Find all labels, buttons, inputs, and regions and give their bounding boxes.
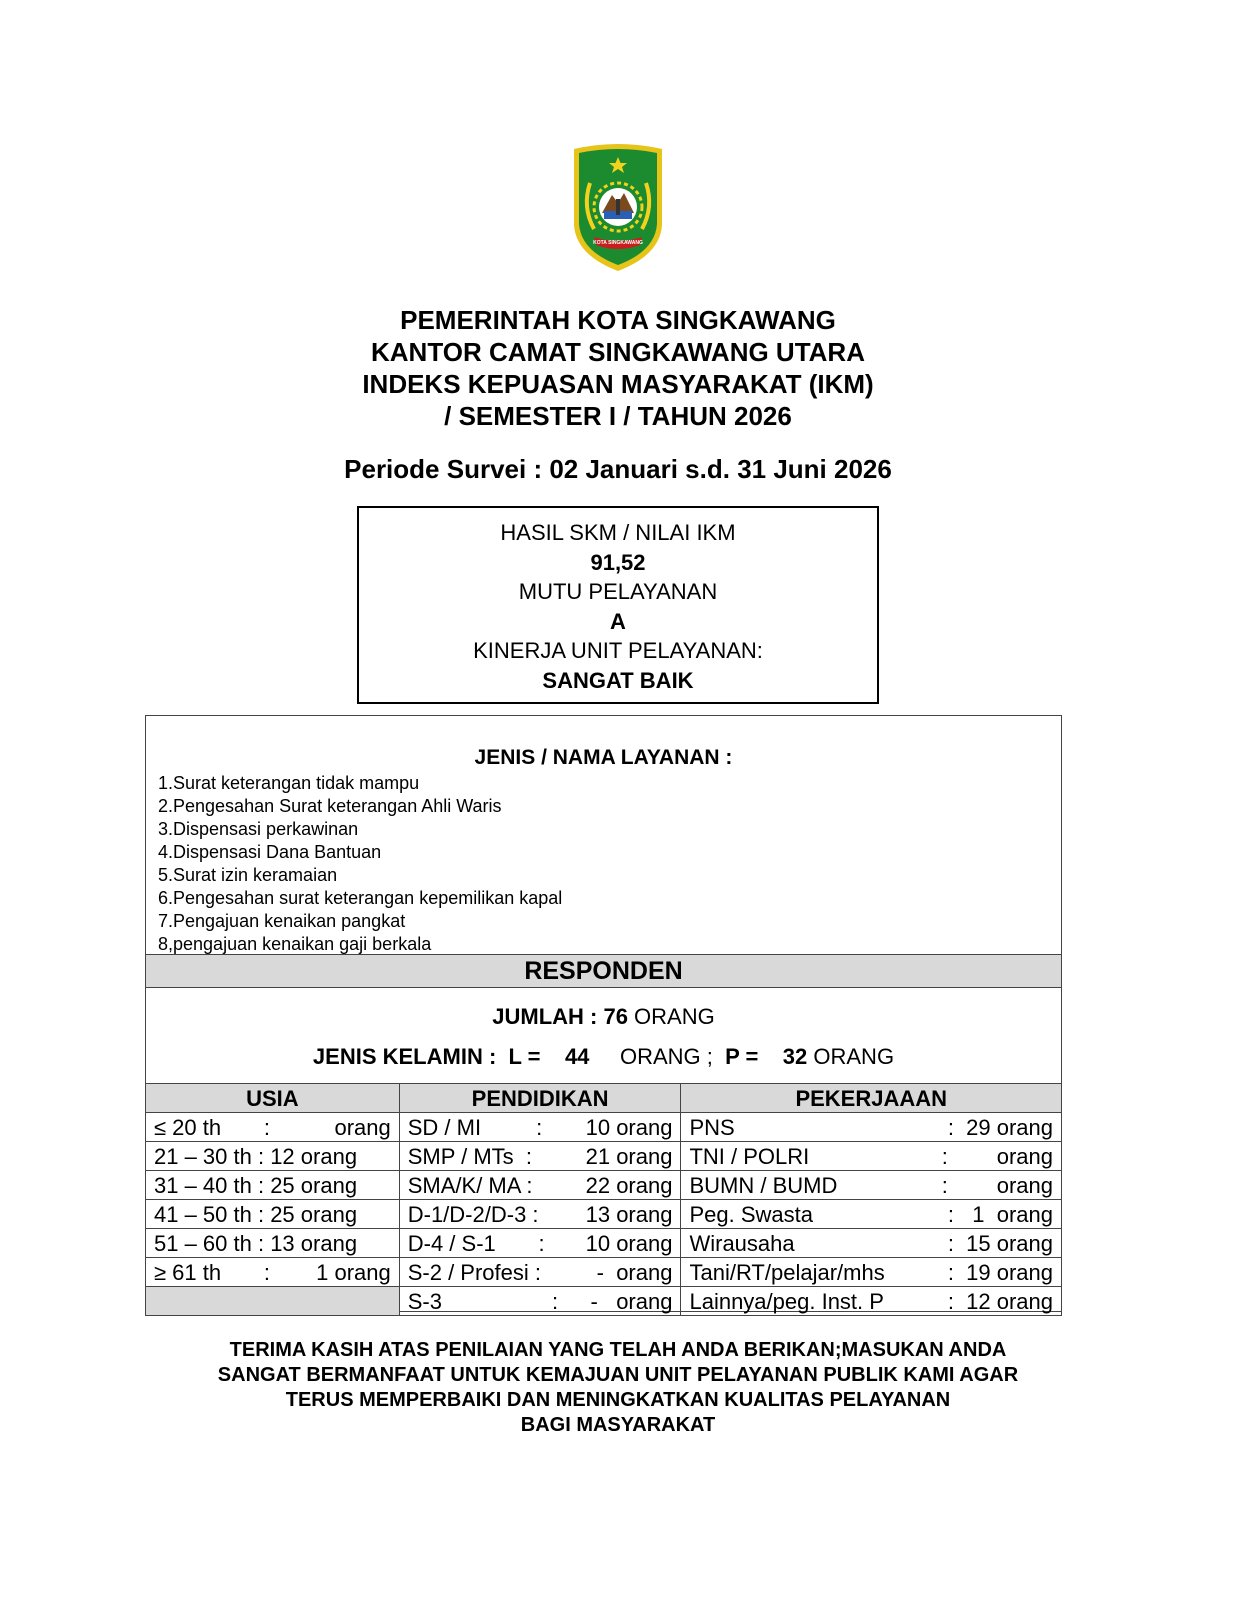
survey-period: Periode Survei : 02 Januari s.d. 31 Juni 2026 <box>344 454 892 484</box>
pend-value: - orang <box>590 1288 673 1314</box>
usia-label: 51 – 60 th : 13 orang <box>154 1230 358 1256</box>
header-pekerjaan: PEKERJAAAN <box>681 1084 1062 1113</box>
usia-label: 31 – 40 th : 25 orang <box>154 1172 358 1198</box>
gender-male: JENIS KELAMIN : L = 44 <box>312 1044 590 1069</box>
usia-label: 21 – 30 th : 12 orang <box>154 1143 358 1169</box>
usia-cell <box>146 1200 400 1229</box>
usia-value: 1 orang <box>316 1259 391 1285</box>
pek-value: : 29 orang <box>947 1114 1053 1140</box>
respondents-total <box>146 1004 1061 1030</box>
total-unit: ORANG <box>627 1004 715 1029</box>
result-label-score: HASIL SKM / NILAI IKM <box>500 520 736 545</box>
service-item: 8,pengajuan kenaikan gaji berkala <box>158 934 432 954</box>
service-item: 1.Surat keterangan tidak mampu <box>158 773 420 793</box>
result-quality-value: A <box>610 608 626 634</box>
pek-label: Lainnya/peg. Inst. P <box>689 1288 884 1314</box>
pek-value: : orang <box>941 1143 1053 1169</box>
service-item: 2.Pengesahan Surat keterangan Ahli Waris <box>158 796 502 816</box>
result-label-performance: KINERJA UNIT PELAYANAN: <box>473 638 763 664</box>
city-emblem-logo <box>570 143 666 273</box>
services-list <box>158 772 562 956</box>
respondents-gender <box>146 1044 1061 1070</box>
services-title: JENIS / NAMA LAYANAN : <box>474 746 733 769</box>
service-item: 6.Pengesahan surat keterangan kepemilikan kapal <box>158 888 563 908</box>
pek-cell <box>681 1171 1062 1200</box>
pend-cell <box>399 1113 681 1142</box>
gender-mid: ORANG ; <box>589 1044 726 1069</box>
pend-label: SD / MI : <box>407 1114 543 1140</box>
gender-unit: ORANG <box>807 1044 895 1069</box>
pend-cell <box>399 1258 681 1287</box>
result-label-quality: MUTU PELAYANAN <box>518 579 718 605</box>
usia-cell <box>146 1171 400 1200</box>
respondents-title: RESPONDEN <box>146 954 1061 988</box>
pend-value: 22 orang <box>585 1172 673 1198</box>
pend-value: 13 orang <box>585 1201 673 1227</box>
pend-label: SMP / MTs : <box>407 1143 533 1169</box>
usia-cell <box>146 1258 400 1287</box>
pend-value: - orang <box>596 1259 673 1285</box>
pend-label: D-1/D-2/D-3 : <box>407 1201 539 1227</box>
pend-label: S-2 / Profesi : <box>407 1259 542 1285</box>
pek-cell <box>681 1142 1062 1171</box>
document-header <box>0 304 1236 432</box>
footer-line-4: BAGI MASYARAKAT <box>520 1414 716 1436</box>
header-line-2: KANTOR CAMAT SINGKAWANG UTARA <box>371 337 865 367</box>
header-line-4: / SEMESTER I / TAHUN 2026 <box>444 401 792 431</box>
service-item: 7.Pengajuan kenaikan pangkat <box>158 911 406 931</box>
service-item: 5.Surat izin keramaian <box>158 865 338 885</box>
pek-value: : 15 orang <box>947 1230 1053 1256</box>
pek-cell <box>681 1229 1062 1258</box>
pend-cell <box>399 1200 681 1229</box>
service-item: 3.Dispensasi perkawinan <box>158 819 359 839</box>
pend-cell <box>399 1287 681 1316</box>
table-row <box>146 1113 1062 1142</box>
pek-value: : 12 orang <box>947 1288 1053 1314</box>
pend-value: 21 orang <box>585 1143 673 1169</box>
usia-label: ≤ 20 th : <box>154 1114 271 1140</box>
pek-label: BUMN / BUMD <box>689 1172 838 1198</box>
table-row <box>146 1200 1062 1229</box>
pek-cell <box>681 1258 1062 1287</box>
pek-value: : orang <box>941 1172 1053 1198</box>
pend-value: 10 orang <box>585 1114 673 1140</box>
footer-line-3: TERUS MEMPERBAIKI DAN MENINGKATKAN KUALITAS PELAYANAN <box>285 1389 951 1411</box>
pek-cell <box>681 1287 1062 1316</box>
pend-label: SMA/K/ MA : <box>407 1172 533 1198</box>
total-label: JUMLAH : 76 <box>492 1004 628 1029</box>
pek-value: : 1 orang <box>947 1201 1053 1227</box>
header-line-3: INDEKS KEPUASAN MASYARAKAT (IKM) <box>362 369 874 399</box>
usia-label: 41 – 50 th : 25 orang <box>154 1201 358 1227</box>
footer-line-2: SANGAT BERMANFAAT UNTUK KEMAJUAN UNIT PELAYANAN PUBLIK KAMI AGAR <box>217 1364 1019 1386</box>
pek-label: Tani/RT/pelajar/mhs <box>689 1259 885 1285</box>
pek-label: TNI / POLRI <box>689 1143 810 1169</box>
header-usia: USIA <box>146 1084 400 1113</box>
pend-cell <box>399 1229 681 1258</box>
logo-text: KOTA SINGKAWANG <box>593 240 643 246</box>
demographics-table <box>145 1083 1062 1316</box>
pend-cell <box>399 1171 681 1200</box>
pek-value: : 19 orang <box>947 1259 1053 1285</box>
gender-female: P = 32 <box>725 1044 808 1069</box>
result-score-value: 91,52 <box>590 549 646 575</box>
pek-label: Wirausaha <box>689 1230 795 1256</box>
header-line-1: PEMERINTAH KOTA SINGKAWANG <box>400 305 836 335</box>
result-performance-value: SANGAT BAIK <box>542 667 694 693</box>
table-row <box>146 1229 1062 1258</box>
table-row <box>146 1258 1062 1287</box>
service-item: 4.Dispensasi Dana Bantuan <box>158 842 382 862</box>
pek-label: Peg. Swasta <box>689 1201 813 1227</box>
pek-cell <box>681 1113 1062 1142</box>
closing-message <box>0 1338 1236 1438</box>
usia-cell <box>146 1142 400 1171</box>
pend-value: 10 orang <box>585 1230 673 1256</box>
table-row <box>146 1171 1062 1200</box>
pek-label: PNS <box>689 1114 735 1140</box>
table-header-row <box>146 1084 1062 1113</box>
table-row <box>146 1142 1062 1171</box>
pend-label: S-3 : <box>407 1288 559 1314</box>
table-row <box>146 1287 1062 1316</box>
usia-cell <box>146 1229 400 1258</box>
usia-cell <box>146 1113 400 1142</box>
services-respondents-box <box>145 715 1062 1312</box>
pend-label: D-4 / S-1 : <box>407 1230 545 1256</box>
pek-cell <box>681 1200 1062 1229</box>
usia-cell <box>146 1287 400 1316</box>
pend-cell <box>399 1142 681 1171</box>
header-pendidikan: PENDIDIKAN <box>399 1084 681 1113</box>
usia-label: ≥ 61 th : <box>154 1259 271 1285</box>
footer-line-1: TERIMA KASIH ATAS PENILAIAN YANG TELAH ANDA BERIKAN;MASUKAN ANDA <box>229 1339 1007 1361</box>
ikm-result-box <box>357 506 879 704</box>
usia-value: orang <box>334 1114 391 1140</box>
